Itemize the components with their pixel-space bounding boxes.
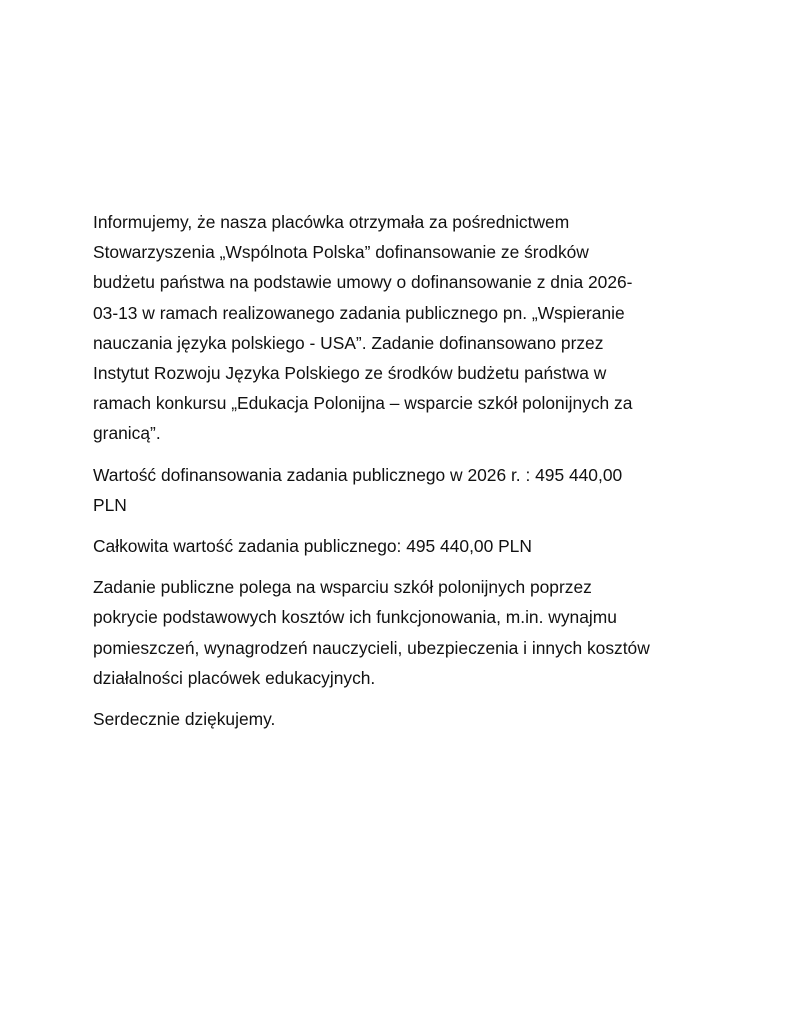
thanks-paragraph (93, 704, 703, 734)
text-line: Instytut Rozwoju Języka Polskiego ze środków budżetu państwa w (93, 363, 607, 384)
document-body (93, 207, 703, 745)
task-description-paragraph (93, 572, 703, 693)
text-line: budżetu państwa na podstawie umowy o dofinansowanie z dnia 2026- (93, 272, 633, 293)
text-line: Całkowita wartość zadania publicznego: 495 440,00 PLN (93, 536, 532, 557)
funding-value-paragraph (93, 460, 703, 520)
text-line: 03-13 w ramach realizowanego zadania publicznego pn. „Wspieranie (93, 302, 625, 323)
text-line: pokrycie podstawowych kosztów ich funkcjonowania, m.in. wynajmu (93, 607, 617, 628)
text-line: Wartość dofinansowania zadania publicznego w 2026 r. : 495 440,00 (93, 464, 623, 485)
text-line: Stowarzyszenia „Wspólnota Polska” dofinansowanie ze środków (93, 242, 589, 263)
text-line: ramach konkursu „Edukacja Polonijna – wsparcie szkół polonijnych za (93, 393, 633, 414)
total-value-paragraph (93, 531, 703, 561)
text-line: granicą”. (93, 423, 161, 444)
text-line: Zadanie publiczne polega na wsparciu szkół polonijnych poprzez (93, 577, 592, 598)
text-line: Serdecznie dziękujemy. (93, 709, 276, 730)
text-line: nauczania języka polskiego - USA”. Zadanie dofinansowano przez (93, 332, 604, 353)
text-line: działalności placówek edukacyjnych. (93, 667, 376, 688)
text-line: Informujemy, że nasza placówka otrzymała za pośrednictwem (93, 212, 570, 232)
text-line: PLN (93, 494, 127, 515)
text-line: pomieszczeń, wynagrodzeń nauczycieli, ubezpieczenia i innych kosztów (93, 637, 650, 658)
funding-info-paragraph (93, 207, 703, 449)
